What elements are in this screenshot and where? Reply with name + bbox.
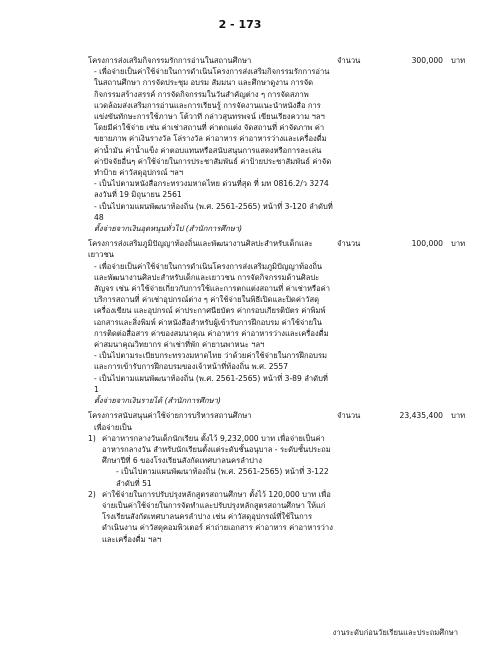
sub-item-text: ค่าอาหารกลางวันเด็กนักเรียน ตั้งไว้ 9,232,000 บาท เพื่อจ่ายเป็นค่าอาหารกลางวัน สำหรับนักเรียนตั้งแต่ระดับชั้นอนุบาล - ระดับชั้นประถมศึกษาปีที่ 6 ของโรงเรียนสังกัดเทศบาลนครลำปาง bbox=[102, 433, 331, 466]
sub-item bbox=[88, 433, 333, 489]
page-footer: งานระดับก่อนวัยเรียนและประถมศึกษา bbox=[332, 628, 458, 637]
sub-item-number: 1) bbox=[88, 433, 96, 443]
item-reference: - เป็นไปตามหนังสือกระทรวงมหาดไทย ด่วนที่สุด ที่ มท 0816.2/ว 3274 ลงวันที่ 19 มิถุนายน 2561 bbox=[94, 179, 329, 200]
amount-value: 300,000 bbox=[411, 56, 443, 65]
item-funding-source: ตั้งจ่ายจากเงินรายได้ (สำนักการศึกษา) bbox=[94, 396, 221, 406]
item-intro: เพื่อจ่ายเป็น bbox=[94, 422, 132, 432]
amount-unit: บาท bbox=[451, 239, 466, 249]
budget-item-school-administration bbox=[88, 410, 468, 544]
item-amount bbox=[333, 238, 468, 406]
page-number: 2 - 173 bbox=[218, 18, 262, 31]
amount-value: 100,000 bbox=[411, 239, 443, 249]
item-title: โครงการสนับสนุนค่าใช้จ่ายการบริหารสถานศึกษา bbox=[88, 411, 252, 421]
amount-label: จำนวน bbox=[337, 239, 361, 249]
budget-item-local-wisdom-art bbox=[88, 238, 468, 406]
item-funding-source: ตั้งจ่ายจากเงินอุดหนุนทั่วไป (สำนักการศึกษา) bbox=[94, 224, 243, 234]
budget-content bbox=[88, 55, 468, 549]
item-reference: - เป็นไปตามแผนพัฒนาท้องถิ่น (พ.ศ. 2561-2565) หน้าที่ 3-89 ลำดับที่ 1 bbox=[94, 373, 328, 394]
amount-label: จำนวน bbox=[337, 56, 361, 65]
item-reference: - เป็นไปตามแผนพัฒนาท้องถิ่น (พ.ศ. 2561-2565) หน้าที่ 3-120 ลำดับที่ 48 bbox=[94, 201, 333, 222]
item-description: - เพื่อจ่ายเป็นค่าใช้จ่ายในการดำเนินโครงการส่งเสริมกิจกรรมรักการอ่านในสถานศึกษา การจัดประชุม อบรม สัมมนา และศึกษาดูงาน การจัดกิจกรรมสร้างสรรค์ การจัดกิจกรรมในวันสำคัญต่าง ๆ การจัดสภาพแวดล้อมส่งเสริมการอ่านและการเรียนรู้ การจัดงานแนะนำหนังสือ การแข่งขันทักษะการใช้ภาษา โต้วาที กล่าวสุนทรพจน์ เขียนเรียงความ ฯลฯ โดยมีค่าใช้จ่าย เช่น ค่าเช่าสถานที่ ค่าตกแต่ง จัดสถานที่ ค่าจัดภาพ ค่าขยายภาพ ค่าเงินรางวัล โล่รางวัล ค่าอาหาร ค่าอาหารว่างและเครื่องดื่ม ค่าน้ำมัน ค่าน้ำแข็ง ค่าตอบแทนหรือสนับสนุนการแสดงหรือการละเล่น ค่าปัจจัยอื่นๆ ค่าใช้จ่ายในการประชาสัมพันธ์ ค่าป้ายประชาสัมพันธ์ ค่าจัดทำป้าย ค่าวัสดุอุปกรณ์ ฯลฯ bbox=[94, 67, 332, 178]
sub-item-reference: - เป็นไปตามแผนพัฒนาท้องถิ่น (พ.ศ. 2561-2565) หน้าที่ 3-122 ลำดับที่ 51 bbox=[116, 467, 329, 488]
sub-item bbox=[88, 489, 333, 545]
sub-item-number: 2) bbox=[88, 489, 96, 499]
item-title: โครงการส่งเสริมภูมิปัญญาท้องถิ่นและพัฒนางานศิลปะสำหรับเด็กและเยาวชน bbox=[88, 239, 313, 260]
item-title: โครงการส่งเสริมกิจกรรมรักการอ่านในสถานศึกษา bbox=[88, 56, 252, 65]
item-description: - เพื่อจ่ายเป็นค่าใช้จ่ายในการดำเนินโครงการส่งเสริมภูมิปัญญาท้องถิ่นและพัฒนางานศิลปะสำหรับเด็กและเยาวชน การจัดกิจกรรมด้านศิลปะสัญจร เช่น ค่าใช้จ่ายเกี่ยวกับการใช้และการตกแต่งสถานที่ ค่าเช่าหรือค่าบริการสถานที่ ค่าเช่าอุปกรณ์ต่าง ๆ ค่าใช้จ่ายในพิธีเปิดและปิดค่าวัสดุ เครื่องเขียน และอุปกรณ์ ค่าประกาศนียบัตร ค่ากรอบเกียรติบัตร ค่าพิมพ์เอกสารและสิ่งพิมพ์ ค่าหนังสือสำหรับผู้เข้ารับการฝึกอบรม ค่าใช้จ่ายในการติดต่อสื่อสาร ค่าของสมนาคุณ ค่าอาหาร ค่าอาหารว่างและเครื่องดื่ม ค่าสมนาคุณวิทยากร ค่าเช่าที่พัก ค่ายานพาหนะ ฯลฯ bbox=[94, 261, 330, 350]
amount-value: 23,435,400 bbox=[399, 411, 443, 421]
item-amount bbox=[333, 410, 468, 544]
sub-item-text: ค่าใช้จ่ายในการปรับปรุงหลักสูตรสถานศึกษา ตั้งไว้ 120,000 บาท เพื่อจ่ายเป็นค่าใช้จ่ายในการจัดทำและปรับปรุงหลักสูตรสถานศึกษา ให้แก่โรงเรียนสังกัดเทศบาลนครลำปาง เช่น ค่าวัสดุอุปกรณ์ที่ใช้ในการดำเนินงาน ค่าวัสดุคอมพิวเตอร์ ค่าถ่ายเอกสาร ค่าอาหาร ค่าอาหารว่างและเครื่องดื่ม ฯลฯ bbox=[102, 489, 333, 544]
budget-item-reading-promotion bbox=[88, 55, 468, 234]
amount-label: จำนวน bbox=[337, 411, 361, 421]
amount-unit: บาท bbox=[451, 411, 466, 421]
item-amount bbox=[333, 55, 468, 234]
amount-unit: บาท bbox=[451, 56, 466, 65]
item-reference: - เป็นไปตามระเบียบกระทรวงมหาดไทย ว่าด้วยค่าใช้จ่ายในการฝึกอบรม และการเข้ารับการฝึกอบรมของเจ้าหน้าที่ท้องถิ่น พ.ศ. 2557 bbox=[94, 351, 328, 372]
